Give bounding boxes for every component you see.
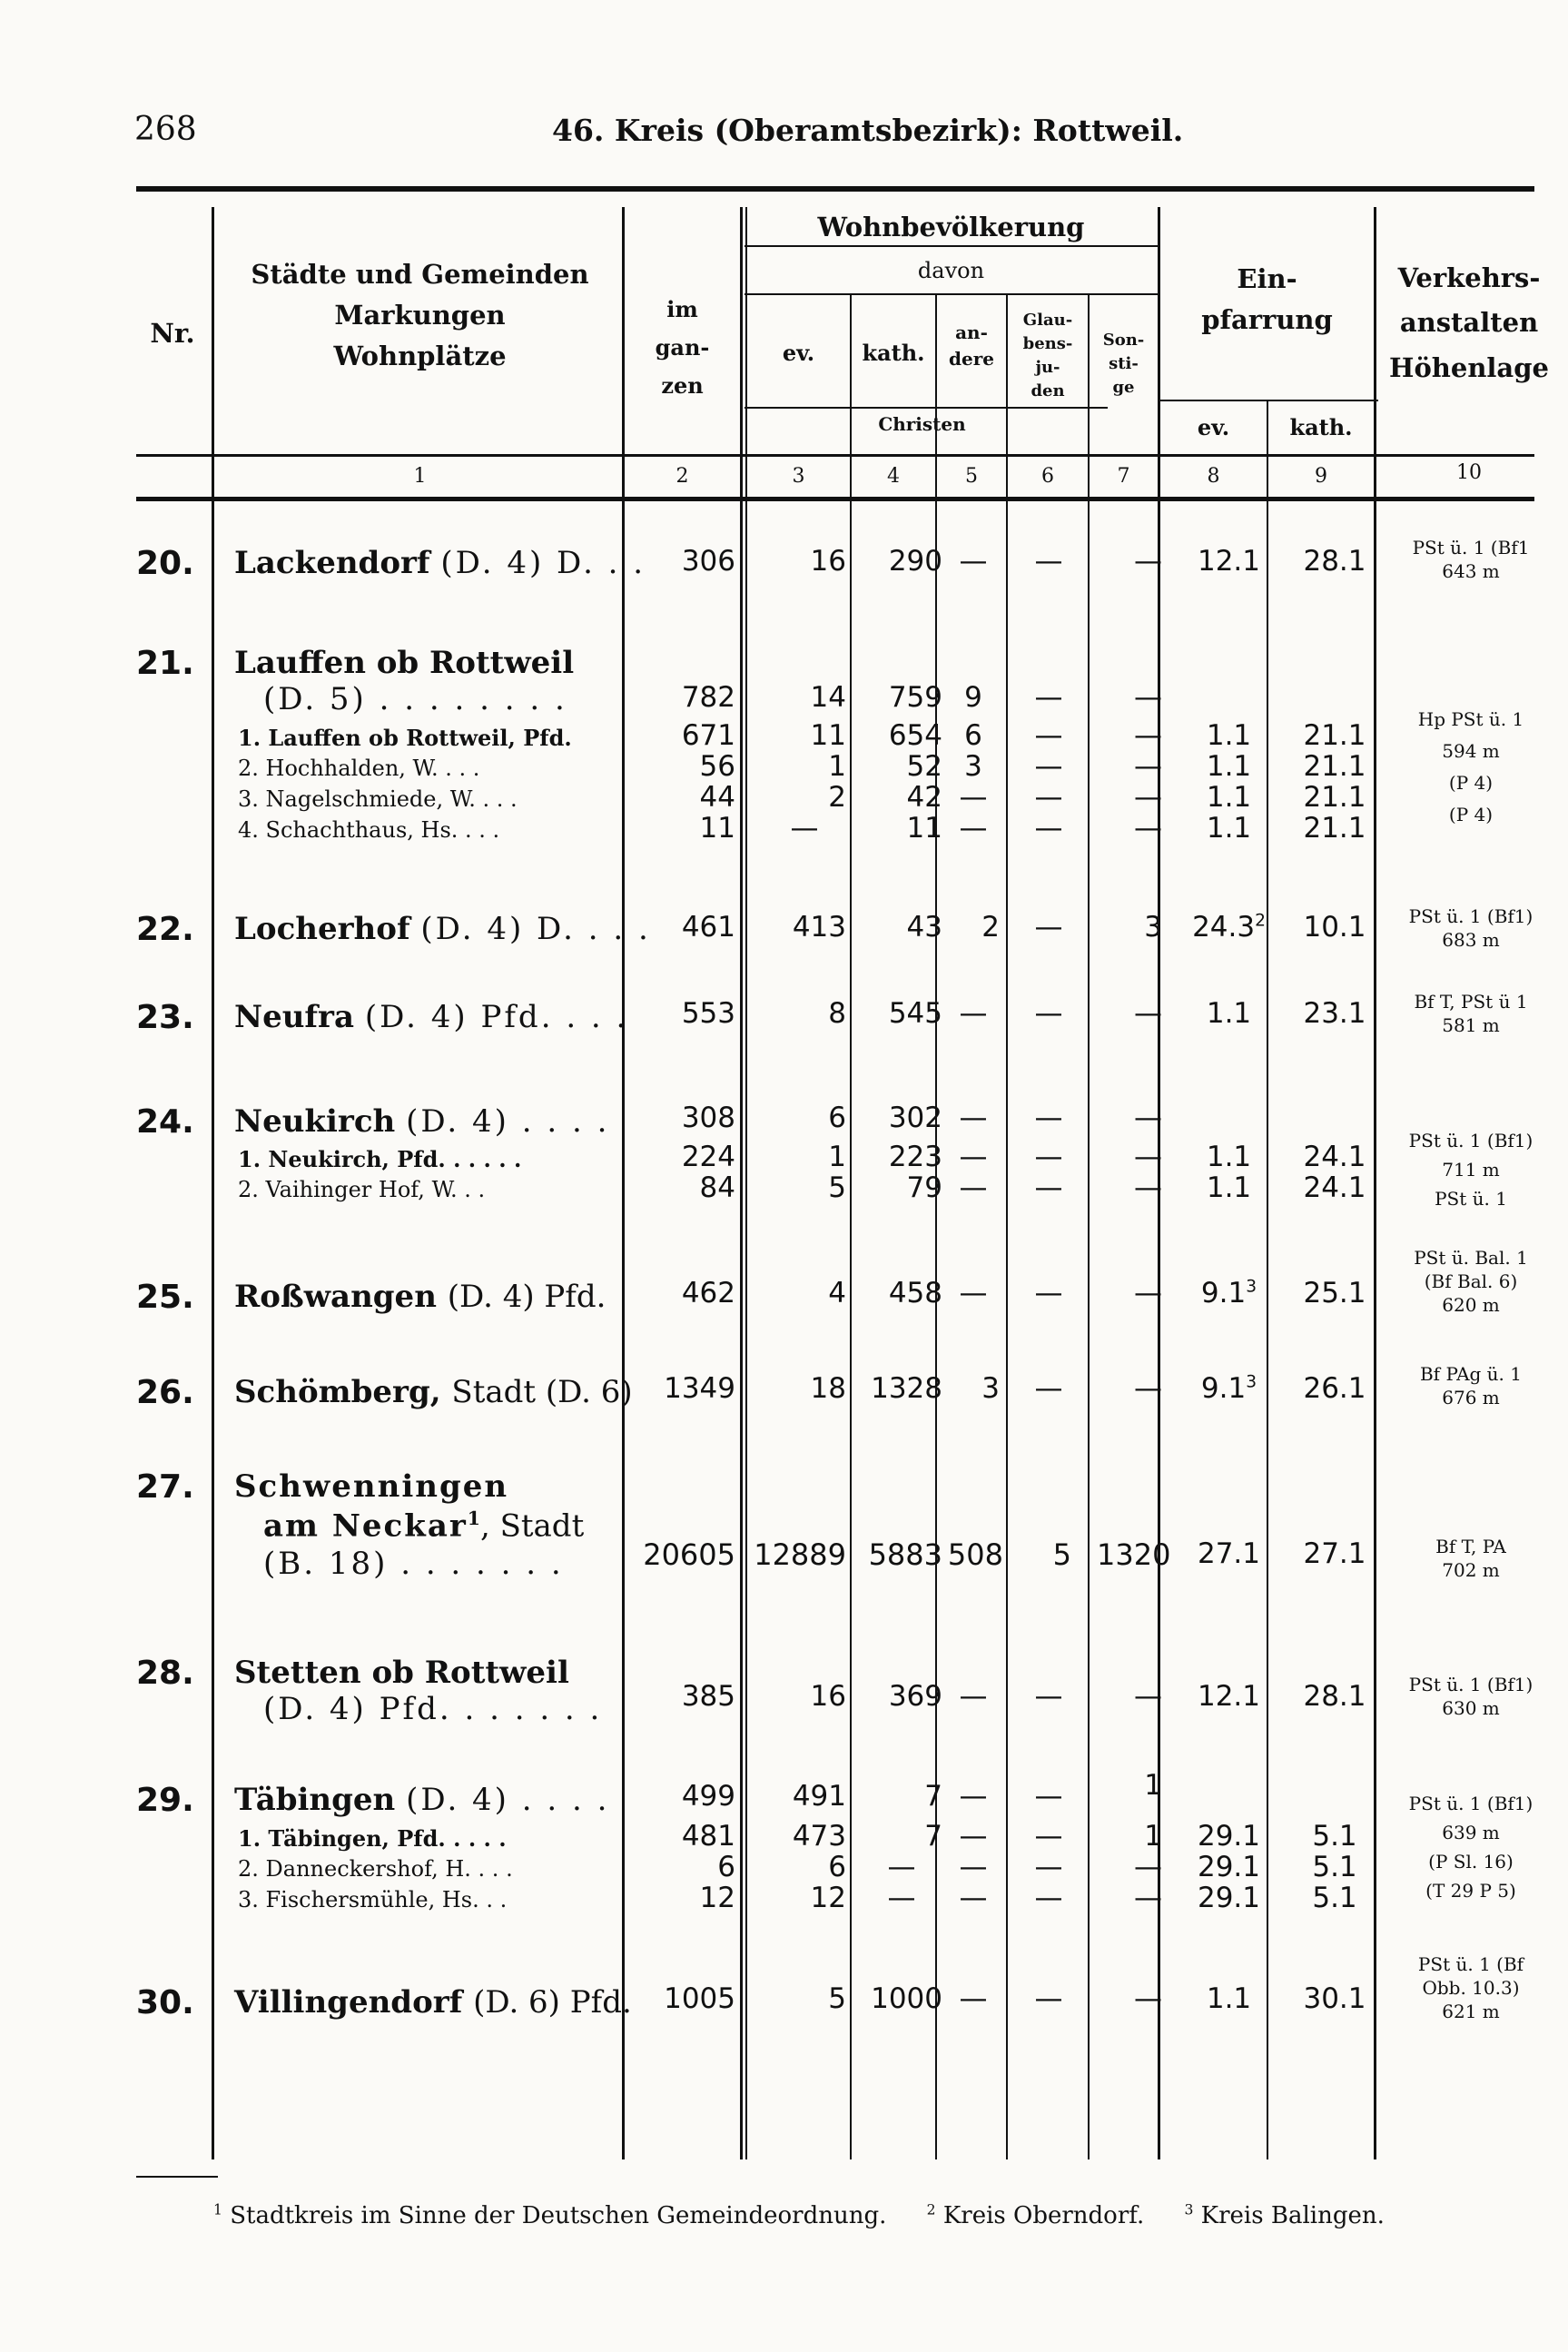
row-20-nr: 20.	[136, 545, 194, 582]
row-24-ganzen: 308	[681, 1102, 735, 1134]
row-26-ep-kath: 26.1	[1303, 1372, 1366, 1405]
row-27-ev: 12889	[754, 1537, 846, 1572]
header-juden-3: ju-	[1035, 358, 1060, 378]
row-25-ep-ev	[1172, 1277, 1286, 1309]
row-26-ganzen: 1349	[664, 1372, 735, 1405]
row-24-sonstige: —	[1134, 1102, 1162, 1134]
header-andere-2: dere	[949, 348, 994, 370]
row-21-sub-4-andere: —	[959, 812, 988, 845]
row-21-sub-3-ep-ev: 1.1	[1206, 781, 1252, 814]
header-juden-2: bens-	[1022, 334, 1073, 354]
row-25-kath: 458	[888, 1277, 942, 1309]
row-27-ganzen: 20605	[643, 1537, 735, 1572]
row-24-sub-2-ep-ev: 1.1	[1206, 1171, 1252, 1204]
row-28-ep-kath: 28.1	[1303, 1680, 1366, 1713]
row-25-suffix: (D. 4) Pfd.	[447, 1279, 606, 1315]
row-21-suffix-text: (D. 5) . . . . . . . .	[263, 681, 567, 717]
row-30-ganzen: 1005	[664, 1982, 735, 2015]
header-sonstige-2: sti-	[1109, 354, 1139, 374]
row-25-verkehr: PSt ü. Bal. 1 (Bf Bal. 6) 620 m	[1414, 1247, 1528, 1316]
row-29-ev: 491	[792, 1780, 846, 1813]
row-29-sub-3-ev: 12	[810, 1882, 846, 1914]
header-christen: Christen	[878, 413, 966, 435]
row-29-sub-3-ep-kath: 5.1	[1312, 1882, 1357, 1914]
row-26-andere: 3	[981, 1372, 1000, 1405]
row-24-sub-1-ep-ev: 1.1	[1206, 1141, 1252, 1173]
footnote-2	[927, 2202, 1145, 2229]
row-20-ganzen: 306	[681, 545, 735, 578]
row-25-ev: 4	[828, 1277, 846, 1309]
header-bottom-rule	[136, 454, 1534, 457]
header-name	[218, 254, 622, 377]
row-27-andere: 508	[947, 1537, 1003, 1572]
row-21-sub-1-sonstige: —	[1134, 719, 1162, 752]
row-21-sub-4-ep-ev: 1.1	[1206, 812, 1252, 845]
row-26-name	[234, 1374, 633, 1410]
header-einpfarrung-2: pfarrung	[1201, 303, 1333, 335]
row-21-ganzen: 782	[681, 681, 735, 714]
row-24-sub-1-ep-kath: 24.1	[1303, 1141, 1366, 1173]
col-rule-6	[1006, 295, 1008, 2159]
row-24-sub-2-label: 2. Vaihinger Hof, W. . .	[238, 1177, 486, 1202]
row-28-juden: —	[1034, 1680, 1063, 1713]
colno-7: 7	[1117, 465, 1130, 488]
header-ep-ev: ev.	[1197, 414, 1230, 440]
row-21-sub-1-ep-kath: 21.1	[1303, 719, 1366, 752]
row-21-kath: 759	[888, 681, 942, 714]
row-23-suffix: (D. 4) Pfd. . . .	[364, 999, 629, 1035]
row-21-sub-2-ep-kath: 21.1	[1303, 750, 1366, 783]
row-28-kath: 369	[888, 1680, 942, 1713]
row-29-sub-1-kath: 7	[924, 1820, 942, 1853]
row-22-ep-ev-value: 24.3	[1192, 911, 1256, 944]
row-21-sub-1-kath: 654	[888, 719, 942, 752]
row-21-sub-3-ev: 2	[828, 781, 846, 814]
header-name-line2: Markungen	[334, 299, 506, 331]
row-25-name	[234, 1279, 625, 1315]
row-20-name	[234, 545, 646, 581]
row-27-ep-kath: 27.1	[1303, 1537, 1366, 1570]
header-verkehr	[1376, 256, 1562, 390]
footnote-1-text: Stadtkreis im Sinne der Deutschen Gemeindeordnung.	[230, 2201, 887, 2229]
footnotes	[213, 2201, 1417, 2229]
header-im-ganzen	[625, 291, 740, 405]
row-21-sub-2-ev: 1	[828, 750, 846, 783]
footnote-1-mark: 1	[213, 2201, 222, 2218]
row-20-kath: 290	[888, 545, 942, 578]
row-29-sub-1-ganzen: 481	[681, 1820, 735, 1853]
row-21-sub-1-andere: 6	[964, 719, 982, 752]
row-26-sonstige: —	[1134, 1372, 1162, 1405]
row-24-juden: —	[1034, 1102, 1063, 1134]
colno-8: 8	[1207, 465, 1220, 488]
row-24-sub-1-sonstige: —	[1134, 1141, 1162, 1173]
row-23-sonstige: —	[1134, 997, 1162, 1030]
row-21-ev: 14	[810, 681, 846, 714]
header-ev: ev.	[782, 340, 815, 366]
row-21-sub-1-ganzen: 671	[681, 719, 735, 752]
top-rule	[136, 186, 1534, 192]
row-29-ganzen: 499	[681, 1780, 735, 1813]
row-29-sub-1-ev: 473	[792, 1820, 846, 1853]
row-28-ev: 16	[810, 1680, 846, 1713]
row-22-ganzen: 461	[681, 911, 735, 944]
row-21-sub-3-juden: —	[1034, 781, 1063, 814]
row-21-sub-2-ganzen: 56	[699, 750, 735, 783]
header-andere	[937, 320, 1006, 372]
row-22-sonstige: 3	[1144, 911, 1162, 944]
row-22-kath: 43	[906, 911, 942, 944]
header-im-ganzen-1: im	[666, 296, 698, 322]
row-29-sub-3-ganzen: 12	[699, 1882, 735, 1914]
row-24-sub-2-andere: —	[959, 1171, 988, 1204]
row-20-place: Lackendorf	[234, 545, 430, 581]
col-rule-1	[212, 207, 214, 2159]
row-27-line2-text: am Neckar	[263, 1507, 468, 1545]
row-29-sub-2-ev: 6	[828, 1851, 846, 1883]
header-ep-kath: kath.	[1289, 414, 1353, 440]
row-21-sub-2-ep-ev: 1.1	[1206, 750, 1252, 783]
header-verkehr-1: Verkehrs-	[1397, 262, 1541, 293]
row-27-sonstige: 1320	[1097, 1537, 1171, 1572]
row-29-suffix: (D. 4) . . . .	[406, 1782, 610, 1818]
row-20-ep-ev: 12.1	[1197, 545, 1261, 578]
row-21-sub-2-juden: —	[1034, 750, 1063, 783]
row-21-sonstige: —	[1134, 681, 1162, 714]
header-verkehr-3: Höhenlage	[1389, 351, 1549, 383]
row-26-juden: —	[1034, 1372, 1063, 1405]
row-21-sub-2-label: 2. Hochhalden, W. . . .	[238, 756, 480, 781]
row-21-sub-4-juden: —	[1034, 812, 1063, 845]
row-23-name	[234, 999, 629, 1035]
row-22-ep-kath: 10.1	[1303, 911, 1366, 944]
row-21-sub-1-juden: —	[1034, 719, 1063, 752]
row-23-ev: 8	[828, 997, 846, 1030]
footnote-1	[213, 2202, 886, 2229]
row-29-sub-1-juden: —	[1034, 1820, 1063, 1853]
row-24-verkehr: PSt ü. 1 (Bf1) 711 m PSt ü. 1	[1408, 1130, 1533, 1210]
row-20-verkehr: PSt ü. 1 (Bf1 643 m	[1412, 537, 1530, 582]
row-29-sub-2-kath: —	[887, 1851, 916, 1883]
row-25-place: Roßwangen	[234, 1279, 437, 1315]
row-21-sub-3-kath: 42	[906, 781, 942, 814]
row-22-place: Locherhof	[234, 911, 410, 947]
davon-rule	[745, 293, 1158, 295]
footnote-2-text: Kreis Oberndorf.	[942, 2201, 1145, 2229]
row-24-suffix: (D. 4) . . . .	[406, 1103, 610, 1140]
row-24-ev: 6	[828, 1102, 846, 1134]
row-27-ep-ev: 27.1	[1197, 1537, 1261, 1570]
row-27-name: Schwenningen	[234, 1468, 509, 1505]
row-28-nr: 28.	[136, 1655, 194, 1692]
row-29-sub-3-kath: —	[887, 1882, 916, 1914]
row-21-sub-4-label: 4. Schachthaus, Hs. . . .	[238, 817, 500, 843]
row-25-nr: 25.	[136, 1279, 194, 1316]
row-26-ep-ev-value: 9.1	[1200, 1372, 1247, 1405]
row-29-verkehr: PSt ü. 1 (Bf1) 639 m (P Sl. 16) (T 29 P 5)	[1408, 1793, 1533, 1902]
col-rule-3b	[745, 207, 747, 2159]
row-23-ganzen: 553	[681, 997, 735, 1030]
footnote-rule	[136, 2176, 218, 2178]
row-22-suffix: (D. 4) D. . . .	[420, 911, 651, 947]
row-28-sonstige: —	[1134, 1680, 1162, 1713]
row-26-ep-ev-note: 3	[1246, 1372, 1257, 1392]
page-title: 46. Kreis (Oberamtsbezirk): Rottweil.	[552, 113, 1184, 148]
footnote-3-text: Kreis Balingen.	[1200, 2201, 1385, 2229]
row-29-sub-2-juden: —	[1034, 1851, 1063, 1883]
row-26-place: Schömberg,	[234, 1374, 441, 1410]
row-30-ep-ev: 1.1	[1206, 1982, 1252, 2015]
row-29-sub-2-ep-ev: 29.1	[1197, 1851, 1261, 1883]
row-27-line2-note: 1	[467, 1507, 480, 1529]
row-21-sub-4-ev: —	[790, 812, 819, 845]
colno-5: 5	[965, 465, 978, 488]
row-24-sub-1-ganzen: 224	[681, 1141, 735, 1173]
row-21-andere: 9	[964, 681, 982, 714]
row-29-nr: 29.	[136, 1782, 194, 1819]
header-nr: Nr.	[150, 318, 195, 349]
colno-9: 9	[1315, 465, 1327, 488]
row-28-verkehr: PSt ü. 1 (Bf1) 630 m	[1408, 1674, 1533, 1719]
row-23-place: Neufra	[234, 999, 354, 1035]
header-sonstige	[1090, 329, 1158, 400]
row-24-name	[234, 1103, 625, 1140]
row-22-ep-ev	[1172, 911, 1286, 944]
header-kath: kath.	[862, 340, 925, 366]
row-24-sub-2-ev: 5	[828, 1171, 846, 1204]
footnote-3-mark: 3	[1184, 2201, 1194, 2218]
colno-3: 3	[792, 465, 805, 488]
row-22-ep-ev-note: 2	[1255, 911, 1266, 931]
row-21-name: Lauffen ob Rottweil	[234, 645, 575, 681]
row-29-juden: —	[1034, 1780, 1063, 1813]
row-24-place: Neukirch	[234, 1103, 396, 1140]
row-23-nr: 23.	[136, 999, 194, 1036]
header-sonstige-1: Son-	[1102, 331, 1145, 350]
row-26-suffix: Stadt (D. 6)	[451, 1374, 633, 1410]
row-26-ep-ev	[1172, 1372, 1286, 1405]
row-22-juden: —	[1034, 911, 1063, 944]
row-27-nr: 27.	[136, 1468, 194, 1506]
colno-2: 2	[676, 465, 689, 488]
einpfarrung-rule	[1160, 400, 1378, 401]
row-30-kath: 1000	[871, 1982, 942, 2015]
row-27-verkehr: Bf T, PA 702 m	[1435, 1536, 1506, 1581]
footnote-2-mark: 2	[926, 2201, 936, 2218]
row-29-sub-1-ep-ev: 29.1	[1197, 1820, 1261, 1853]
row-29-name	[234, 1782, 625, 1818]
row-24-andere: —	[959, 1102, 988, 1134]
row-21-suffix	[263, 681, 654, 717]
row-21-sub-2-sonstige: —	[1134, 750, 1162, 783]
row-30-suffix: (D. 6) Pfd.	[473, 1984, 632, 2021]
row-29-sub-3-juden: —	[1034, 1882, 1063, 1914]
row-25-ep-ev-value: 9.1	[1200, 1277, 1247, 1309]
header-juden-1: Glau-	[1022, 311, 1073, 330]
row-29-sub-1-label: 1. Täbingen, Pfd. . . . .	[238, 1825, 507, 1852]
row-24-sub-2-juden: —	[1034, 1171, 1063, 1204]
row-21-sub-4-sonstige: —	[1134, 812, 1162, 845]
row-21-sub-2-kath: 52	[906, 750, 942, 783]
row-23-ep-kath: 23.1	[1303, 997, 1366, 1030]
row-20-suffix: (D. 4) D. . .	[440, 545, 646, 581]
row-21-sub-3-ep-kath: 21.1	[1303, 781, 1366, 814]
row-28-suffix	[263, 1691, 654, 1727]
header-davon: davon	[917, 258, 985, 283]
row-29-andere: —	[959, 1780, 988, 1813]
header-sonstige-3: ge	[1112, 378, 1135, 398]
row-28-suffix-text: (D. 4) Pfd. . . . . . .	[263, 1691, 603, 1727]
row-25-ganzen: 462	[681, 1277, 735, 1309]
header-einpfarrung-1: Ein-	[1237, 263, 1297, 294]
colno-10: 10	[1456, 461, 1482, 484]
row-29-kath: 7	[924, 1780, 942, 1813]
row-28-ep-ev: 12.1	[1197, 1680, 1261, 1713]
row-23-verkehr: Bf T, PSt ü 1 581 m	[1414, 991, 1528, 1036]
row-26-ev: 18	[810, 1372, 846, 1405]
row-20-andere: —	[959, 545, 988, 578]
footnote-3	[1184, 2202, 1384, 2229]
row-24-sub-2-sonstige: —	[1134, 1171, 1162, 1204]
row-21-juden: —	[1034, 681, 1063, 714]
row-21-sub-2-andere: 3	[964, 750, 982, 783]
colnum-rule	[136, 497, 1534, 501]
row-22-name	[234, 911, 651, 947]
col-rule-4	[850, 295, 852, 2159]
row-25-sonstige: —	[1134, 1277, 1162, 1309]
christen-rule	[745, 407, 1108, 409]
row-29-sub-3-label: 3. Fischersmühle, Hs. . .	[238, 1887, 508, 1912]
row-30-verkehr: PSt ü. 1 (Bf Obb. 10.3) 621 m	[1417, 1953, 1524, 2022]
row-24-sub-2-kath: 79	[906, 1171, 942, 1204]
row-25-ep-ev-note: 3	[1246, 1277, 1257, 1297]
row-28-ganzen: 385	[681, 1680, 735, 1713]
row-22-andere: 2	[981, 911, 1000, 944]
row-23-ep-ev: 1.1	[1206, 997, 1252, 1030]
row-25-juden: —	[1034, 1277, 1063, 1309]
row-21-sub-3-sonstige: —	[1134, 781, 1162, 814]
row-21-sub-4-kath: 11	[906, 812, 942, 845]
row-23-kath: 545	[888, 997, 942, 1030]
header-name-line3: Wohnplätze	[333, 340, 507, 371]
row-28-andere: —	[959, 1680, 988, 1713]
col-rule-3a	[740, 207, 743, 2159]
row-21-sub-4-ep-kath: 21.1	[1303, 812, 1366, 845]
row-30-ev: 5	[828, 1982, 846, 2015]
colno-6: 6	[1041, 465, 1054, 488]
header-juden-4: den	[1031, 381, 1065, 401]
row-21-sub-1-ev: 11	[810, 719, 846, 752]
row-21-verkehr: Hp PSt ü. 1 594 m (P 4) (P 4)	[1417, 708, 1524, 825]
row-29-sub-3-ep-ev: 29.1	[1197, 1882, 1261, 1914]
row-24-sub-1-label: 1. Neukirch, Pfd. . . . . .	[238, 1146, 522, 1172]
row-21-sub-3-ganzen: 44	[699, 781, 735, 814]
row-22-verkehr: PSt ü. 1 (Bf1) 683 m	[1408, 905, 1533, 951]
row-29-sub-2-label: 2. Danneckershof, H. . . .	[238, 1856, 513, 1882]
row-29-sub-2-sonstige: —	[1134, 1851, 1162, 1883]
row-24-sub-2-ep-kath: 24.1	[1303, 1171, 1366, 1204]
header-im-ganzen-2: gan-	[655, 334, 710, 361]
row-28-name: Stetten ob Rottweil	[234, 1655, 569, 1691]
row-30-sonstige: —	[1134, 1982, 1162, 2015]
row-29-sub-3-andere: —	[959, 1882, 988, 1914]
row-30-nr: 30.	[136, 1984, 194, 2021]
row-27-line2	[263, 1507, 654, 1544]
row-27-line2-suffix: , Stadt	[479, 1507, 585, 1545]
header-glaubensjuden	[1008, 309, 1088, 403]
row-29-sonstige: 1	[1144, 1769, 1162, 1802]
row-29-sub-3-sonstige: —	[1134, 1882, 1162, 1914]
row-24-sub-1-andere: —	[959, 1141, 988, 1173]
row-29-sub-1-ep-kath: 5.1	[1312, 1820, 1357, 1853]
colno-1: 1	[413, 465, 427, 488]
row-27-line3-text: (B. 18) . . . . . . .	[263, 1546, 564, 1582]
row-20-sonstige: —	[1134, 545, 1162, 578]
header-im-ganzen-3: zen	[661, 372, 704, 399]
row-26-nr: 26.	[136, 1374, 194, 1411]
row-30-ep-kath: 30.1	[1303, 1982, 1366, 2015]
row-26-verkehr: Bf PAg ü. 1 676 m	[1419, 1363, 1522, 1408]
row-21-sub-1-ep-ev: 1.1	[1206, 719, 1252, 752]
header-einpfarrung	[1160, 259, 1374, 341]
row-23-juden: —	[1034, 997, 1063, 1030]
row-20-ev: 16	[810, 545, 846, 578]
header-andere-1: an-	[955, 321, 988, 343]
row-23-andere: —	[959, 997, 988, 1030]
col-rule-7	[1088, 295, 1090, 2159]
header-verkehr-2: anstalten	[1399, 307, 1539, 339]
row-21-sub-3-andere: —	[959, 781, 988, 814]
row-27-juden: 5	[1052, 1537, 1071, 1572]
row-26-kath: 1328	[871, 1372, 942, 1405]
row-30-andere: —	[959, 1982, 988, 2015]
header-wohnbevoelkerung: Wohnbevölkerung	[817, 212, 1085, 242]
row-22-ev: 413	[792, 911, 846, 944]
row-24-nr: 24.	[136, 1103, 194, 1141]
row-29-sub-1-sonstige: 1	[1144, 1820, 1162, 1853]
row-24-kath: 302	[888, 1102, 942, 1134]
row-30-place: Villingendorf	[234, 1984, 463, 2021]
page-number: 268	[134, 111, 197, 148]
row-30-name	[234, 1984, 632, 2021]
row-21-sub-4-ganzen: 11	[699, 812, 735, 845]
row-21-sub-1-label: 1. Lauffen ob Rottweil, Pfd.	[238, 725, 572, 751]
row-30-juden: —	[1034, 1982, 1063, 2015]
row-29-place: Täbingen	[234, 1782, 396, 1818]
row-21-sub-3-label: 3. Nagelschmiede, W. . . .	[238, 786, 518, 812]
row-29-sub-2-andere: —	[959, 1851, 988, 1883]
row-22-nr: 22.	[136, 911, 194, 948]
colno-4: 4	[887, 465, 900, 488]
row-24-sub-1-juden: —	[1034, 1141, 1063, 1173]
row-24-sub-2-ganzen: 84	[699, 1171, 735, 1204]
row-20-ep-kath: 28.1	[1303, 545, 1366, 578]
row-25-ep-kath: 25.1	[1303, 1277, 1366, 1309]
row-20-juden: —	[1034, 545, 1063, 578]
row-27-kath: 5883	[868, 1537, 942, 1572]
row-24-sub-1-kath: 223	[888, 1141, 942, 1173]
header-name-line1: Städte und Gemeinden	[251, 259, 589, 290]
row-29-sub-1-andere: —	[959, 1820, 988, 1853]
row-29-sub-2-ganzen: 6	[717, 1851, 735, 1883]
row-24-sub-1-ev: 1	[828, 1141, 846, 1173]
row-21-nr: 21.	[136, 645, 194, 682]
row-27-line3	[263, 1546, 654, 1582]
row-29-sub-2-ep-kath: 5.1	[1312, 1851, 1357, 1883]
row-25-andere: —	[959, 1277, 988, 1309]
